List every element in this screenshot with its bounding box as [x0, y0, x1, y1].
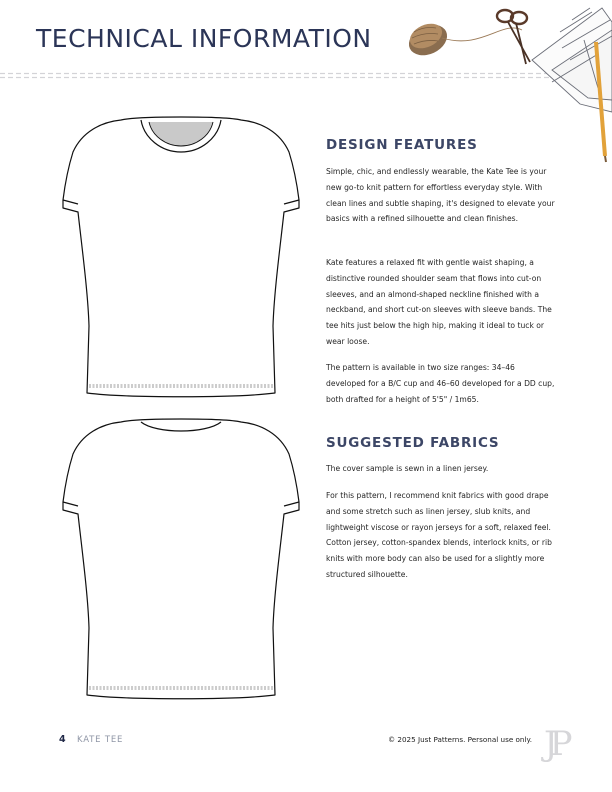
design-features-heading: DESIGN FEATURES [326, 137, 478, 153]
page-title: TECHNICAL INFORMATION [36, 24, 372, 53]
fabrics-paragraph-1: The cover sample is sewn in a linen jersey. [326, 464, 489, 473]
suggested-fabrics-heading: SUGGESTED FABRICS [326, 435, 500, 451]
tee-front-technical-drawing [56, 108, 306, 404]
pattern-name: KATE TEE [77, 735, 124, 745]
thread-spool-icon [404, 19, 522, 61]
design-paragraph-3: The pattern is available in two size ranges: 34–46 developed for a B/C cup and 46–60 developed for a DD cup, both drafted for a height of 5'5" / 1m65. [326, 363, 555, 404]
brand-logo: JP [544, 724, 565, 764]
tee-back-technical-drawing [56, 410, 306, 704]
scissors-icon [497, 10, 530, 64]
fabrics-paragraph-2: For this pattern, I recommend knit fabrics with good drape and some stretch such as linen jersey, slub knits, and lightweight viscose or rayon jerseys for a soft, relaxed feel. Cotton jersey, cotton-spandex blends, interlock knits, or rib knits with more body can also be used for a slightly more structured silhouette. [326, 491, 552, 579]
design-paragraph-1: Simple, chic, and endlessly wearable, the Kate Tee is your new go-to knit pattern for effortless everyday style. With clean lines and subtle shaping, it's designed to elevate your basics with a refined silhouette and clean finishes. [326, 167, 555, 224]
copyright-notice: © 2025 Just Patterns. Personal use only. [387, 735, 532, 744]
page-number: 4 [59, 734, 66, 745]
design-paragraph-2: Kate features a relaxed fit with gentle waist shaping, a distinctive rounded shoulder seam that flows into cut-on sleeves, and an almond-shaped neckline finished with a neckband, and short cut-on sleeves with sleeve bands. The tee hits just below the high hip, making it ideal to tuck or wear loose. [326, 258, 552, 346]
